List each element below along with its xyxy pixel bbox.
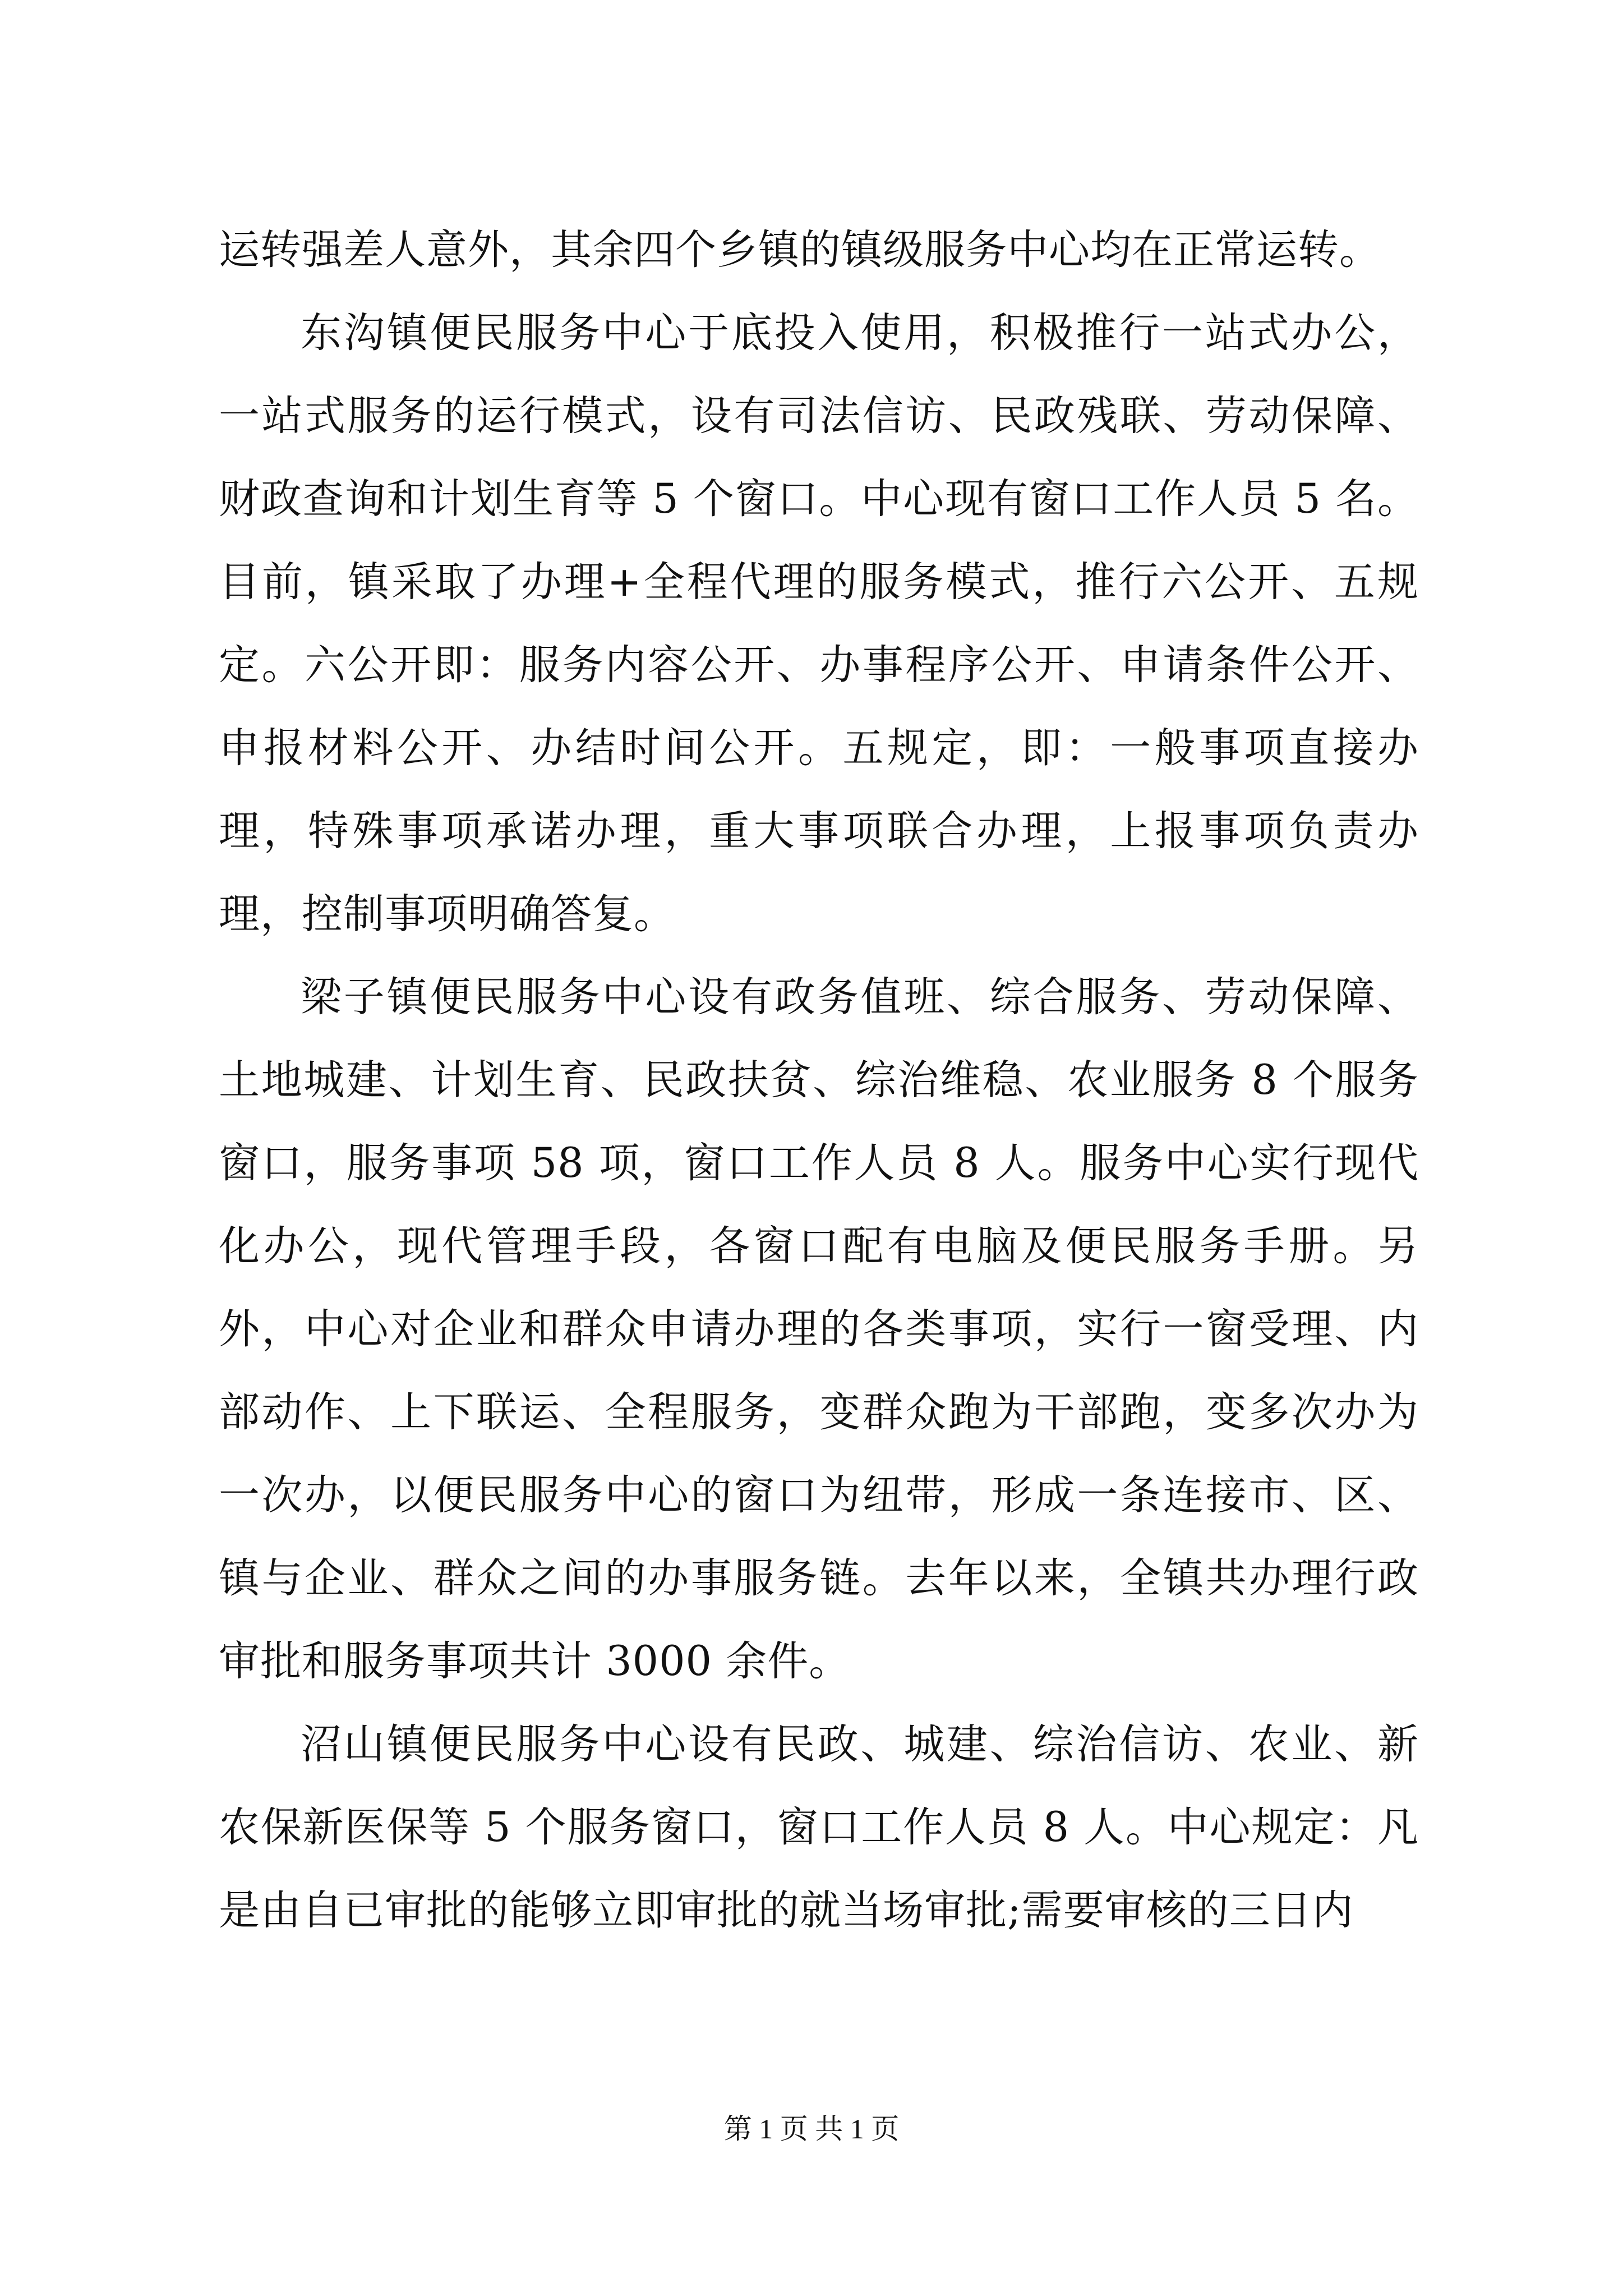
- paragraph-liangzi-town: 梁子镇便民服务中心设有政务值班、综合服务、劳动保障、土地城建、计划生育、民政扶贫、综治维稳、农业服务 8 个服务窗口，服务事项 58 项，窗口工作人员 8 人。服务中心实行现代化办公，现代管理手段，各窗口配有电脑及便民服务手册。另外，中心对企业和群众申请办理的各类事项，实行一窗受理、内部动作、上下联运、全程服务，变群众跑为干部跑，变多次办为一次办，以便民服务中心的窗口为纽带，形成一条连接市、区、镇与企业、群众之间的办事服务链。去年以来，全镇共办理行政审批和服务事项共计 3000 余件。: [219, 973, 1419, 1685]
- paragraph-donggou-town: 东沟镇便民服务中心于底投入使用，积极推行一站式办公，一站式服务的运行模式，设有司法信访、民政残联、劳动保障、财政查询和计划生育等 5 个窗口。中心现有窗口工作人员 5 名。目前，镇采取了办理+全程代理的服务模式，推行六公开、五规定。六公开即：服务内容公开、办事程序公开、申请条件公开、申报材料公开、办结时间公开。五规定，即：一般事项直接办理，特殊事项承诺办理，重大事项联合办理，上报事项负责办理，控制事项明确答复。: [219, 309, 1419, 938]
- document-body: [219, 209, 1419, 1952]
- page-footer: 第 1 页 共 1 页: [723, 2113, 900, 2145]
- paragraph-zhaoshan-town: 沼山镇便民服务中心设有民政、城建、综治信访、农业、新农保新医保等 5 个服务窗口，窗口工作人员 8 人。中心规定：凡是由自已审批的能够立即审批的就当场审批;需要审核的三日内: [219, 1720, 1419, 1934]
- paragraph-continuation: 运转强差人意外，其余四个乡镇的镇级服务中心均在正常运转。: [219, 226, 1381, 274]
